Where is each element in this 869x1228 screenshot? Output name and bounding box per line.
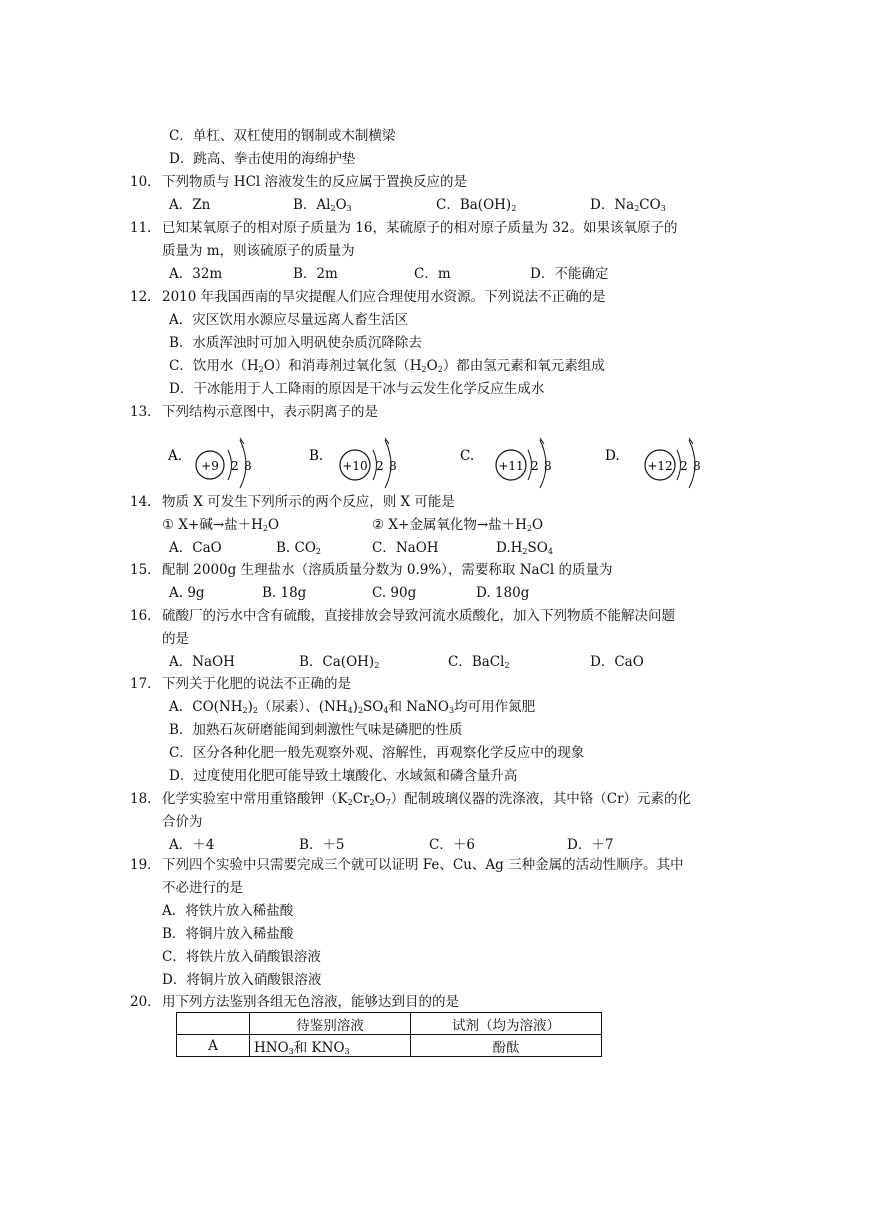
q13-option-c-e1: 2: [531, 459, 539, 473]
q20-header-cell-0: [177, 1013, 250, 1035]
q13-option-a-nucleus: +9: [201, 459, 219, 473]
q16-stem-line2: 的是: [162, 631, 189, 647]
q16-option-b: B．$Ca(OH)_2$: [299, 654, 380, 670]
q11-stem-line2: 质量为 m，则该硫原子的质量为: [162, 243, 355, 259]
q14-option-a: A．CaO: [169, 540, 222, 556]
q14-reaction-1: ① X+碱→盐$+H_2O$: [162, 517, 280, 533]
q10-option-c: C．$Ba(OH)_2$: [436, 197, 517, 213]
q13-option-c-diagram: [460, 438, 552, 488]
q13-option-d-e1: 2: [680, 459, 688, 473]
q13-option-c-letter: C.: [460, 448, 475, 464]
q15-option-a: A. 9g: [169, 585, 205, 601]
q15-stem: 配制 2000g 生理盐水（溶质质量分数为 0.9%），需要称取 NaCl 的质量为: [162, 562, 613, 578]
q13-option-c-nucleus: +11: [498, 459, 524, 473]
q10-number: 10．: [130, 174, 161, 190]
q17-option-a: A．$CO(NH_2)_2$（尿素）、$(NH_4)_2SO_4$和 NaNO$_3$均可用作氮肥: [169, 699, 536, 715]
q12-number: 12．: [130, 289, 161, 305]
q11-option-b: B．2m: [293, 266, 338, 282]
q20-row-solution: $HNO_3$和 $KNO_3$: [250, 1035, 411, 1057]
q16-stem-line1: 硫酸厂的污水中含有硫酸，直接排放会导致河流水质酸化，加入下列物质不能解决问题: [162, 608, 675, 624]
q19-option-c: C．将铁片放入硝酸银溶液: [162, 949, 321, 965]
q11-option-a: A．32m: [169, 266, 223, 282]
q19-number: 19．: [130, 857, 161, 873]
q15-option-c: C. 90g: [372, 585, 417, 601]
q11-number: 11．: [130, 220, 161, 236]
q10-option-a: A．Zn: [169, 197, 211, 213]
q13-option-c-e2: 8: [544, 459, 552, 473]
q18-option-b: B．＋5: [299, 837, 345, 853]
q17-number: 17．: [130, 676, 161, 692]
q12-option-c: C．饮用水$(H_2O)$和消毒剂过氧化氢$(H_2O_2)$都由氢元素和氧元素组成: [169, 358, 605, 374]
q19-option-a: A．将铁片放入稀盐酸: [162, 903, 294, 919]
q15-number: 15．: [130, 562, 161, 578]
q13-option-a-letter: A.: [168, 448, 183, 464]
q18-stem-line2: 合价为: [162, 814, 203, 830]
q13-option-d-nucleus: +12: [647, 459, 673, 473]
q20-row-label: A: [177, 1035, 250, 1057]
q20-table-row: [177, 1035, 602, 1057]
q18-stem-line1: 化学实验室中常用重铬酸钾$(K_2Cr_2O_7)$配制玻璃仪器的洗涤液，其中铬（Cr）元素的化: [162, 791, 692, 807]
q9-option-d: D．跳高、拳击使用的海绵护垫: [169, 151, 356, 167]
q13-option-b-diagram: [309, 438, 397, 488]
q9-option-c: C．单杠、双杠使用的钢制或木制横梁: [169, 128, 396, 144]
q11-option-c: C．m: [414, 266, 451, 282]
q14-option-c: C．NaOH: [372, 540, 439, 556]
q10-stem: 下列物质与 HCl 溶液发生的反应属于置换反应的是: [162, 174, 468, 190]
q19-option-d: D．将铜片放入硝酸银溶液: [162, 972, 322, 988]
q13-option-d-e2: 8: [693, 459, 701, 473]
q16-option-c: C．BaCl$_2$: [448, 654, 510, 670]
q14-number: 14．: [130, 494, 161, 510]
q12-option-b: B．水质浑浊时可加入明矾使杂质沉降除去: [169, 335, 422, 351]
q19-stem-line2: 不必进行的是: [162, 880, 243, 896]
q13-option-b-e2: 8: [389, 459, 397, 473]
q14-stem: 物质 X 可发生下列所示的两个反应，则 X 可能是: [162, 494, 455, 510]
q13-option-a-e2: 8: [244, 459, 252, 473]
q18-option-a: A．＋4: [169, 837, 215, 853]
q13-option-d-diagram: [605, 438, 701, 488]
q11-stem-line1: 已知某氧原子的相对原子质量为 16，某硫原子的相对原子质量为 32。如果该氧原子的: [162, 220, 678, 236]
q19-stem-line1: 下列四个实验中只需要完成三个就可以证明 Fe、Cu、Ag 三种金属的活动性顺序。其中: [162, 857, 684, 873]
q20-number: 20．: [130, 994, 161, 1010]
q20-table: [176, 1012, 602, 1057]
q13-atom-diagrams: [160, 430, 760, 490]
q17-option-d: D．过度使用化肥可能导致土壤酸化、水域氮和磷含量升高: [169, 768, 518, 784]
q19-option-b: B．将铜片放入稀盐酸: [162, 926, 294, 942]
q13-option-b-e1: 2: [376, 459, 384, 473]
q11-option-d: D．不能确定: [530, 266, 609, 282]
q20-header-cell-1: 待鉴别溶液: [250, 1013, 411, 1035]
q16-number: 16．: [130, 608, 161, 624]
q10-option-d: D．$Na_2CO_3$: [590, 197, 666, 213]
q18-option-c: C．＋6: [429, 837, 475, 853]
q14-option-d: $D.H_2SO_4$: [496, 540, 553, 556]
q17-stem: 下列关于化肥的说法不正确的是: [162, 676, 351, 692]
q13-option-b-nucleus: +10: [342, 459, 368, 473]
q13-option-d-letter: D.: [605, 448, 620, 464]
q13-stem: 下列结构示意图中，表示阴离子的是: [162, 404, 378, 420]
q20-stem: 用下列方法鉴别各组无色溶液，能够达到目的的是: [162, 994, 459, 1010]
q17-option-c: C．区分各种化肥一般先观察外观、溶解性，再观察化学反应中的现象: [169, 745, 585, 761]
q14-option-b: B. $CO_2$: [276, 540, 321, 556]
q16-option-a: A．NaOH: [169, 654, 235, 670]
q20-table-header-row: [177, 1013, 602, 1035]
q13-option-a-diagram: [167, 438, 252, 488]
q13-option-a-e1: 2: [231, 459, 239, 473]
q15-option-b: B. 18g: [262, 585, 307, 601]
q18-number: 18．: [130, 791, 161, 807]
q12-option-d: D．干冰能用于人工降雨的原因是干冰与云发生化学反应生成水: [169, 381, 545, 397]
q20-row-reagent: 酚酞: [411, 1035, 602, 1057]
q17-option-b: B．加熟石灰研磨能闻到刺激性气味是磷肥的性质: [169, 722, 463, 738]
q10-option-b: B．$Al_2O_3$: [293, 197, 352, 213]
q12-option-a: A．灾区饮用水源应尽量远离人畜生活区: [169, 312, 409, 328]
q18-option-d: D．＋7: [567, 837, 614, 853]
q12-stem: 2010 年我国西南的旱灾提醒人们应合理使用水资源。下列说法不正确的是: [162, 289, 606, 305]
q16-option-d: D．CaO: [590, 654, 644, 670]
q14-reaction-2: ② X+金属氧化物→盐$+H_2O$: [372, 517, 544, 533]
q20-header-cell-2: 试剂（均为溶液）: [411, 1013, 602, 1035]
q13-option-b-letter: B.: [309, 448, 324, 464]
q13-number: 13．: [130, 404, 161, 420]
q15-option-d: D. 180g: [476, 585, 530, 601]
